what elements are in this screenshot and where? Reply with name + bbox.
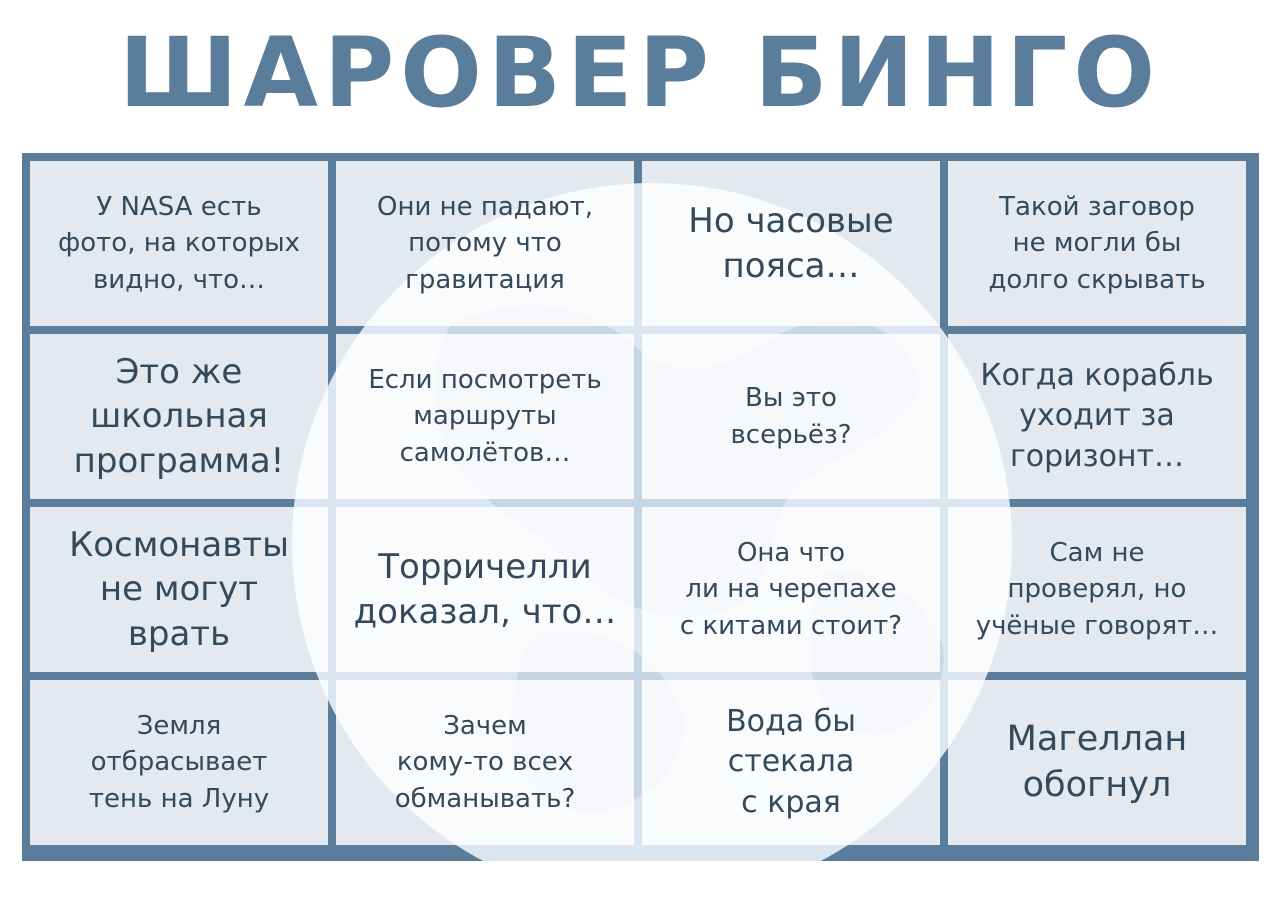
bingo-cell: Если посмотреть маршруты самолётов… [336,334,634,499]
bingo-cell: Они не падают, потому что гравитация [336,161,634,326]
bingo-cell: Такой заговор не могли бы долго скрывать [948,161,1246,326]
bingo-cell: Зачем кому-то всех обманывать? [336,680,634,845]
bingo-cell: Вы это всерьёз? [642,334,940,499]
bingo-board [22,153,1259,861]
bingo-cell: Магеллан обогнул [948,680,1246,845]
bingo-grid [22,153,1254,853]
bingo-cell: Вода бы стекала с края [642,680,940,845]
bingo-cell: У NASA есть фото, на которых видно, что… [30,161,328,326]
bingo-cell: Но часовые пояса… [642,161,940,326]
bingo-title: ШАРОВЕР БИНГО [118,17,1162,129]
bingo-cell: Космонавты не могут врать [30,507,328,672]
bingo-cell: Это же школьная программа! [30,334,328,499]
bingo-cell: Торричелли доказал, что… [336,507,634,672]
bingo-cell: Она что ли на черепахе с китами стоит? [642,507,940,672]
bingo-cell: Сам не проверял, но учёные говорят… [948,507,1246,672]
bingo-cell: Когда корабль уходит за горизонт… [948,334,1246,499]
bingo-cell: Земля отбрасывает тень на Луну [30,680,328,845]
